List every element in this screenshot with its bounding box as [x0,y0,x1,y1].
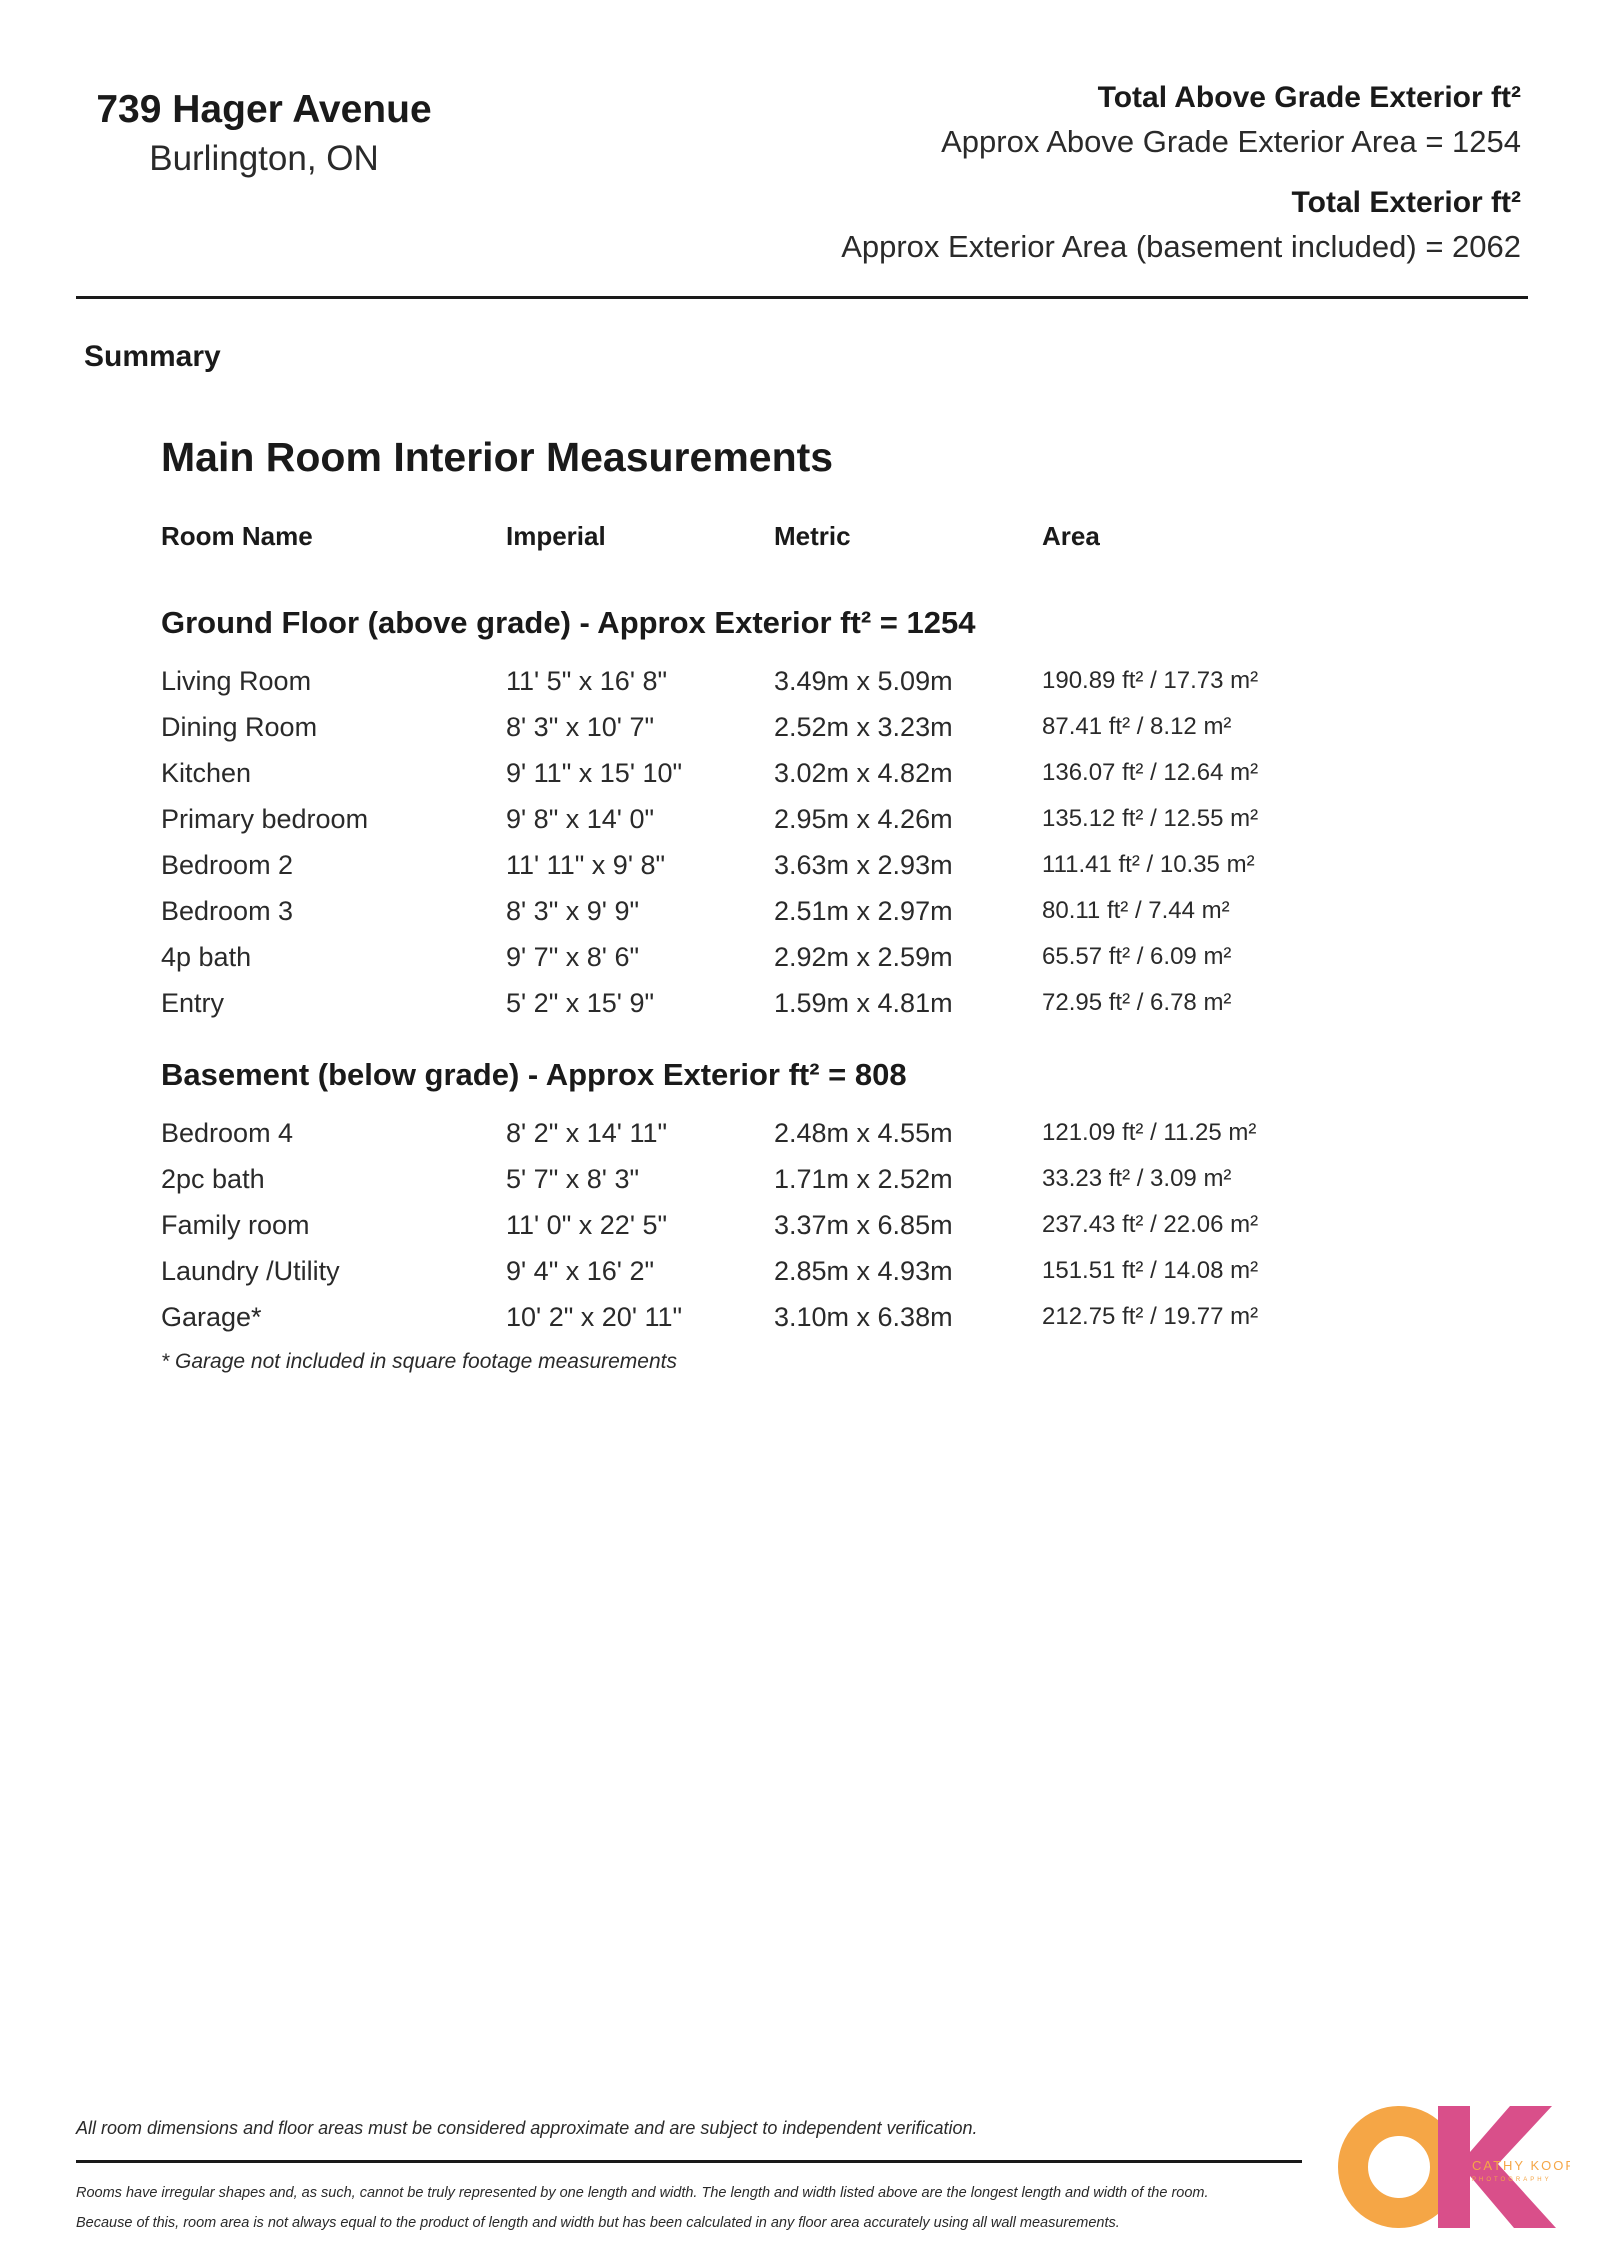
cell-room-name: Dining Room [161,712,318,742]
cell-metric: 2.51m x 2.97m [774,896,953,926]
fine-print-line-1: Rooms have irregular shapes and, as such, cannot be truly represented by one length and width. The length and width listed above are the longest length and width of the room. [76,2185,1209,2201]
footer-divider [76,2160,1302,2163]
disclaimer: All room dimensions and floor areas must be considered approximate and are subject to independent verification. [76,2118,978,2138]
cell-imperial: 11' 11" x 9' 8" [506,850,666,880]
cell-metric: 2.92m x 2.59m [774,942,953,972]
table-row [161,934,1311,980]
cell-metric: 3.37m x 6.85m [774,1210,953,1240]
fine-print [76,2178,1316,2238]
cell-imperial: 8' 3" x 10' 7" [506,712,655,742]
measurements-section [161,428,1311,1382]
cell-area: 212.75 ft² / 19.77 m² [1042,1303,1259,1330]
cell-room-name: Bedroom 4 [161,1118,294,1148]
basement-heading: Basement (below grade) - Approx Exterior ft² = 808 [161,1057,907,1092]
table-row [161,1156,1311,1202]
logo-o-ring [1353,2121,1445,2213]
table-row [161,658,1311,704]
header-divider [76,296,1528,299]
table-row [161,1248,1311,1294]
cell-metric: 1.59m x 4.81m [774,988,953,1018]
cell-area: 151.51 ft² / 14.08 m² [1042,1257,1259,1284]
cell-area: 72.95 ft² / 6.78 m² [1042,989,1232,1016]
cell-area: 136.07 ft² / 12.64 m² [1042,759,1259,786]
cell-imperial: 11' 0" x 22' 5" [506,1210,668,1240]
cell-area: 87.41 ft² / 8.12 m² [1042,713,1232,740]
cell-imperial: 11' 5" x 16' 8" [506,666,668,696]
fine-print-line-2: Because of this, room area is not always equal to the product of length and width but has been calculated in any floor area accurately using all wall measurements. [76,2215,1120,2231]
street-address: 739 Hager Avenue [96,88,432,131]
basement-rows [161,1110,1311,1340]
table-row [161,888,1311,934]
cell-imperial: 9' 4" x 16' 2" [506,1256,655,1286]
cell-room-name: Laundry /Utility [161,1256,340,1286]
cell-area: 190.89 ft² / 17.73 m² [1042,667,1259,694]
summary-heading: Summary [84,340,221,373]
above-grade-label: Total Above Grade Exterior ft² [1097,81,1521,114]
cell-area: 33.23 ft² / 3.09 m² [1042,1165,1232,1192]
above-grade-value: Approx Above Grade Exterior Area = 1254 [941,124,1521,159]
cell-room-name: Family room [161,1210,310,1240]
cell-room-name: Primary bedroom [161,804,369,834]
cell-room-name: Entry [161,988,225,1018]
cell-metric: 2.48m x 4.55m [774,1118,953,1148]
garage-note: * Garage not included in square footage measurements [161,1350,677,1373]
cell-imperial: 8' 2" x 14' 11" [506,1118,668,1148]
total-exterior-label: Total Exterior ft² [1291,186,1521,219]
col-area: Area [1042,521,1100,551]
cell-room-name: 4p bath [161,942,252,972]
cell-imperial: 5' 2" x 15' 9" [506,988,655,1018]
logo-mark [1338,2106,1570,2228]
measurements-title: Main Room Interior Measurements [161,434,834,480]
cell-room-name: Bedroom 2 [161,850,294,880]
table-row [161,1294,1311,1340]
cell-imperial: 9' 7" x 8' 6" [506,942,640,972]
property-address [84,84,444,182]
cell-metric: 3.49m x 5.09m [774,666,953,696]
ground-floor-heading: Ground Floor (above grade) - Approx Exterior ft² = 1254 [161,605,976,640]
table-row [161,842,1311,888]
cell-metric: 2.52m x 3.23m [774,712,953,742]
cell-area: 237.43 ft² / 22.06 m² [1042,1211,1259,1238]
cell-metric: 3.10m x 6.38m [774,1302,953,1332]
cell-imperial: 9' 11" x 15' 10" [506,758,683,788]
cell-area: 111.41 ft² / 10.35 m² [1042,851,1255,878]
cell-room-name: Living Room [161,666,312,696]
table-row [161,980,1311,1026]
cell-area: 65.57 ft² / 6.09 m² [1042,943,1232,970]
cell-room-name: Bedroom 3 [161,896,294,926]
table-row [161,796,1311,842]
cell-area: 135.12 ft² / 12.55 m² [1042,805,1259,832]
cell-imperial: 10' 2" x 20' 11" [506,1302,683,1332]
cell-room-name: Kitchen [161,758,252,788]
total-exterior-value: Approx Exterior Area (basement included) = 2062 [841,229,1521,264]
logo-subtitle-text: PHOTOGRAPHY [1472,2177,1552,2183]
city: Burlington, ON [149,139,379,178]
cell-metric: 2.85m x 4.93m [774,1256,953,1286]
table-row [161,704,1311,750]
col-metric: Metric [774,521,851,551]
cell-area: 121.09 ft² / 11.25 m² [1042,1119,1257,1146]
column-headers [161,516,1311,556]
col-room-name: Room Name [161,521,313,551]
cell-imperial: 5' 7" x 8' 3" [506,1164,640,1194]
cell-metric: 3.02m x 4.82m [774,758,953,788]
table-row [161,1202,1311,1248]
ground-floor-rows [161,658,1311,1026]
cell-metric: 3.63m x 2.93m [774,850,953,880]
table-row [161,750,1311,796]
cathy-koop-logo [1338,2106,1570,2228]
logo-name-text: CATHY KOOP [1472,2158,1570,2173]
cell-room-name: Garage* [161,1302,262,1332]
col-imperial: Imperial [506,521,606,551]
cell-metric: 1.71m x 2.52m [774,1164,953,1194]
cell-metric: 2.95m x 4.26m [774,804,953,834]
cell-imperial: 8' 3" x 9' 9" [506,896,640,926]
table-row [161,1110,1311,1156]
area-totals [841,76,1521,269]
cell-area: 80.11 ft² / 7.44 m² [1042,897,1230,924]
cell-imperial: 9' 8" x 14' 0" [506,804,655,834]
cell-room-name: 2pc bath [161,1164,265,1194]
